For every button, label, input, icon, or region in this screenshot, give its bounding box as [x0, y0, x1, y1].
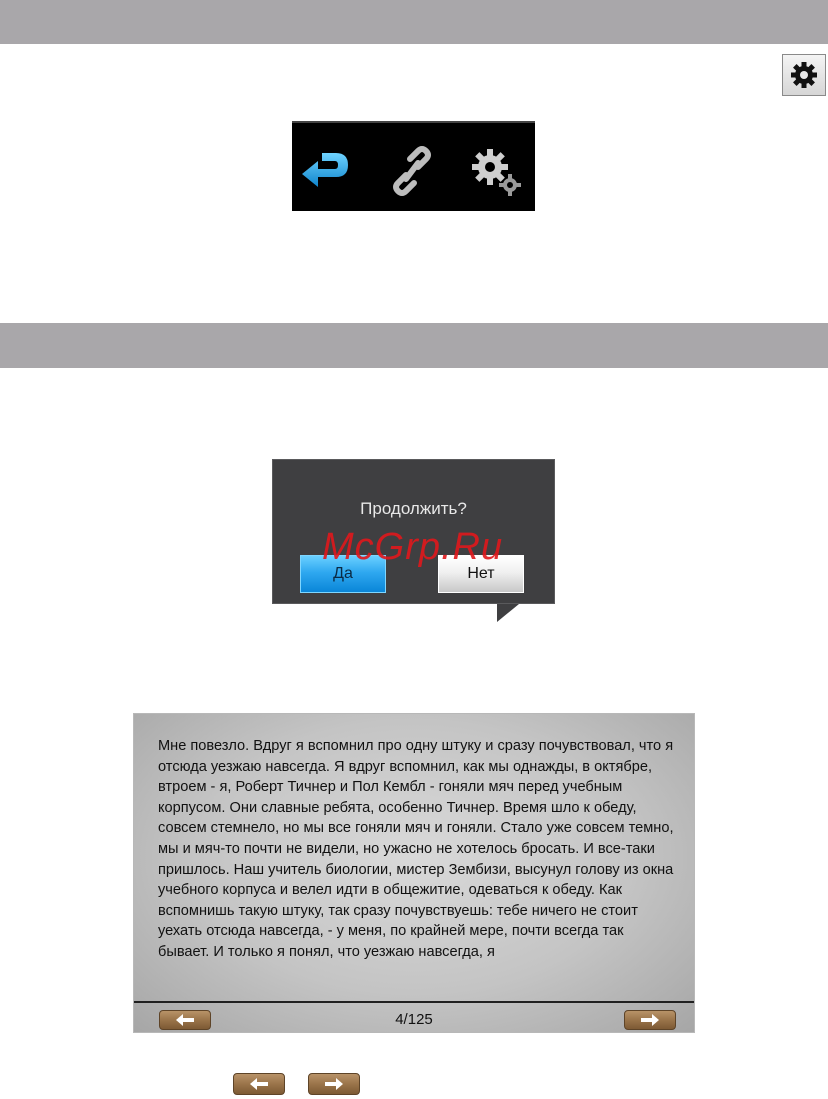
link-icon[interactable]	[384, 145, 440, 197]
back-arrow-icon[interactable]	[298, 145, 354, 197]
reader-panel	[133, 713, 695, 1033]
divider	[134, 1001, 694, 1003]
page-indicator: 4/125	[395, 1011, 433, 1028]
dialog-title: Продолжить?	[360, 499, 467, 518]
gear-icon	[789, 60, 819, 90]
section-header-bar	[0, 323, 828, 368]
watermark: McGrp.Ru	[322, 526, 504, 568]
next-page-button[interactable]	[624, 1010, 676, 1030]
yes-button[interactable]: Да	[300, 555, 386, 593]
reader-text: Мне повезло. Вдруг я вспомнил про одну штуку и сразу почувствовал, что я отсюда уезжаю навсегда. Я вдруг вспомнил, как мы однажды, в октябре, втроем - я, Роберт Тичнер и Пол Кембл - гоняли мяч перед учебным корпусом. Они славные ребята, особенно Тичнер. Время шло к обеду, совсем стемнело, но мы все гоняли мяч и гоняли. Стало уже совсем темно, мы и мяч-то почти не видели, но ужасно не хотелось бросать. И все-таки пришлось. Наш учитель биологии, мистер Зембизи, высунул голову из окна учебного корпуса и велел идти в общежитие, одеваться к обеду. Как вспомнишь такую штуку, так сразу почувствуешь: тебе ничего не стоит уехать отсюда навсегда, - у меня, по крайней мере, почти всегда так бывает. И только я понял, что уезжаю навсегда, я	[158, 738, 674, 960]
arrow-right-icon	[640, 1014, 660, 1026]
confirm-dialog	[272, 459, 555, 604]
settings-gears-icon[interactable]	[468, 145, 524, 197]
no-button[interactable]: Нет	[438, 555, 524, 593]
settings-button[interactable]	[782, 54, 826, 96]
section-header-bar	[0, 0, 828, 44]
arrow-left-icon	[249, 1078, 269, 1090]
arrow-right-icon	[324, 1078, 344, 1090]
prev-button-legend	[233, 1073, 285, 1095]
toolbar	[292, 121, 535, 211]
dialog-pointer	[497, 604, 519, 622]
next-button-legend	[308, 1073, 360, 1095]
